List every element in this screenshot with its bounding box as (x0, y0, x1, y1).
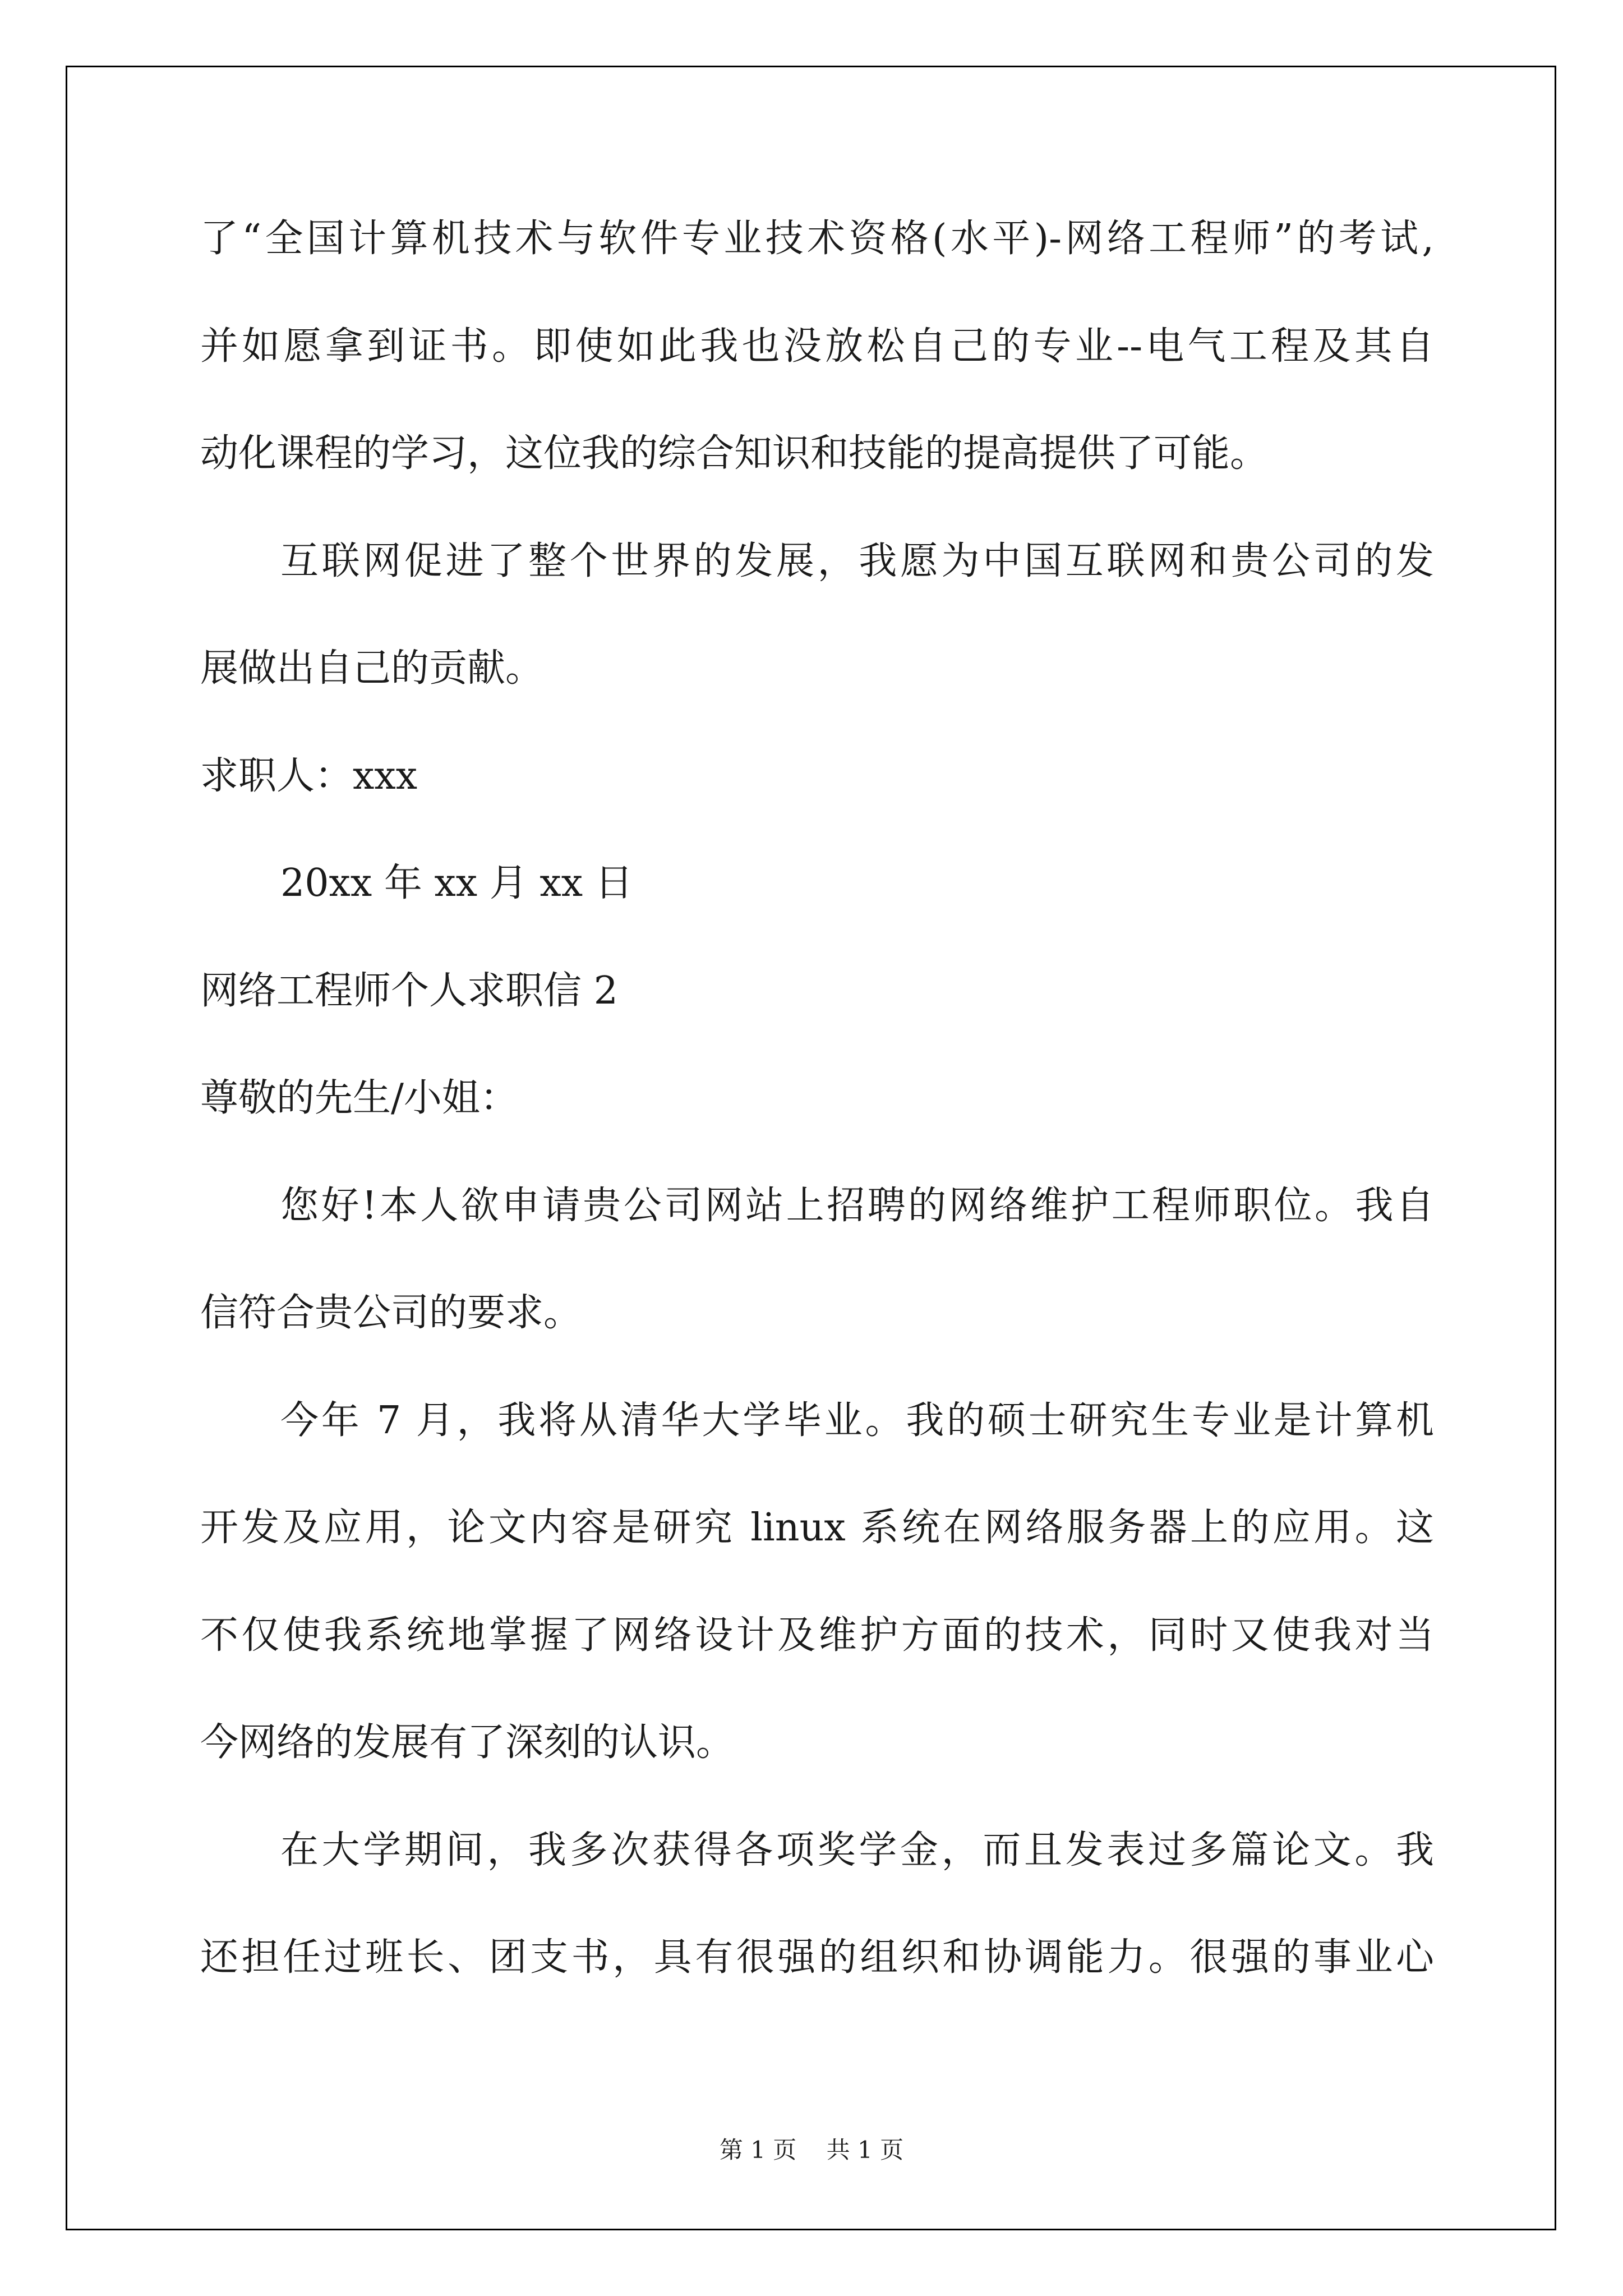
text-line: 信符合贵公司的要求。 (200, 1291, 582, 1335)
current-page-number: 第 1 页 (719, 2136, 797, 2164)
text-line: 互联网促进了整个世界的发展，我愿为中国互联网和贵公司的发 (280, 539, 1434, 583)
text-line: 动化课程的学习，这位我的综合知识和技能的提高提供了可能。 (200, 431, 1269, 476)
letter-date: 20xx 年 xx 月 xx 日 (280, 861, 633, 905)
text-line: 展做出自己的贡献。 (200, 646, 544, 691)
document-body (200, 185, 1434, 2012)
text-line: 今年 7 月，我将从清华大学毕业。我的硕士研究生专业是计算机 (280, 1398, 1434, 1443)
text-line: 还担任过班长、团支书，具有很强的组织和协调能力。很强的事业心 (200, 1935, 1434, 1980)
applicant-signature: 求职人：xxx (200, 753, 418, 798)
text-line: 今网络的发展有了深刻的认识。 (200, 1720, 735, 1765)
text-line: 开发及应用，论文内容是研究 linux 系统在网络服务器上的应用。这 (200, 1506, 1434, 1550)
page-footer (0, 2132, 1623, 2165)
text-line: 您好!本人欲申请贵公司网站上招聘的网络维护工程师职位。我自 (280, 1183, 1434, 1228)
total-page-count: 共 1 页 (826, 2136, 904, 2164)
text-line: 并如愿拿到证书。即使如此我也没放松自己的专业--电气工程及其自 (200, 324, 1434, 369)
text-line: 在大学期间，我多次获得各项奖学金，而且发表过多篇论文。我 (280, 1828, 1434, 1872)
salutation: 尊敬的先生/小姐： (200, 1076, 518, 1120)
text-line: 不仅使我系统地掌握了网络设计及维护方面的技术，同时又使我对当 (200, 1613, 1434, 1658)
text-line: 了“全国计算机技术与软件专业技术资格(水平)-网络工程师”的考试, (200, 217, 1434, 261)
section-title: 网络工程师个人求职信 2 (200, 968, 618, 1013)
